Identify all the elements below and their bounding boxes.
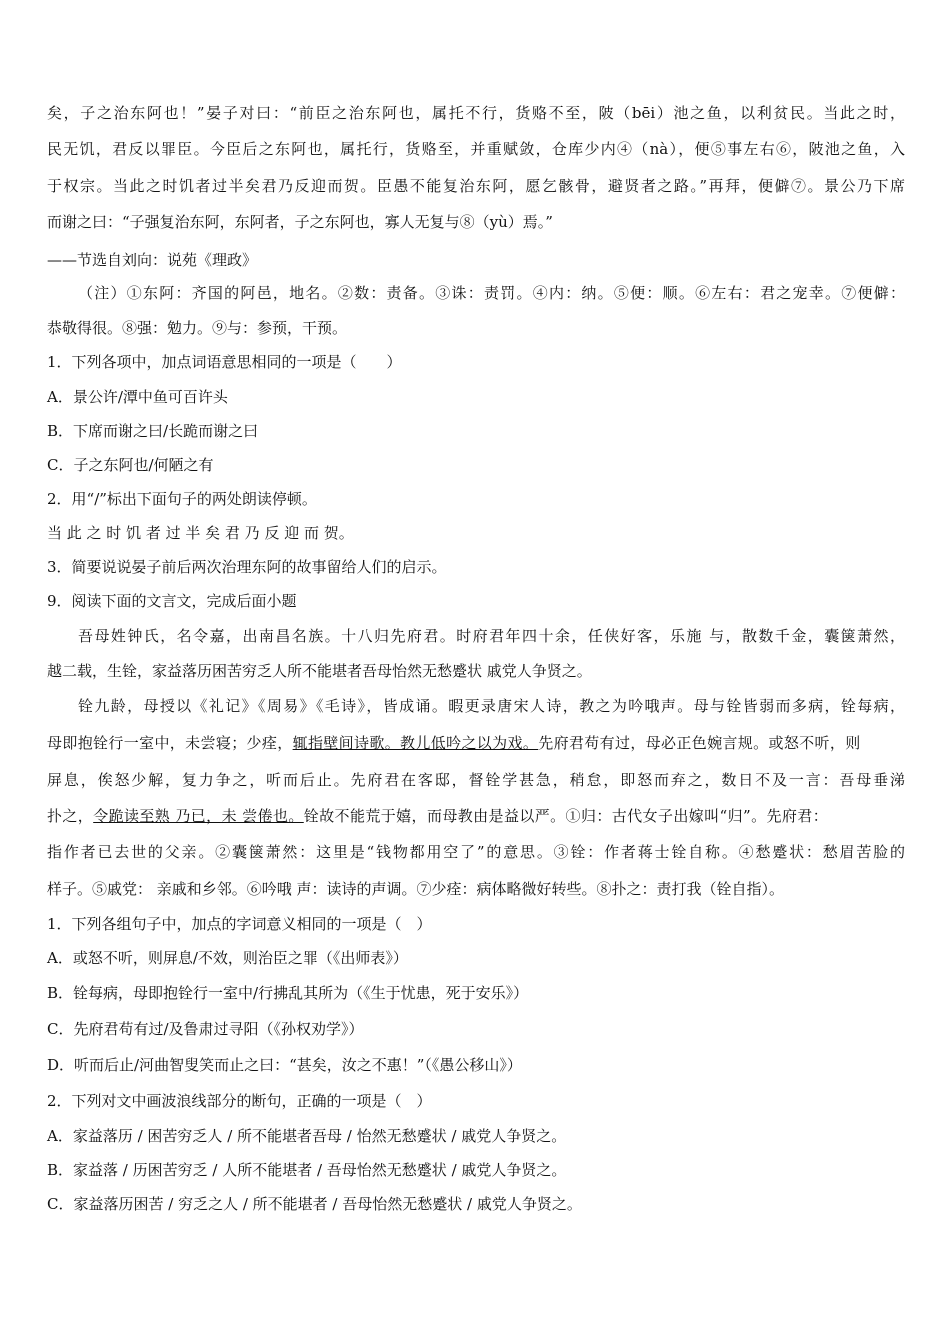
option: A．景公许/潭中鱼可百许头	[47, 388, 228, 406]
text-segment: 母即抱铨行一室中，未尝寝；少痊，	[47, 734, 293, 752]
option: B．铨每病，母即抱铨行一室中/行拂乱其所为（《生于忧患，死于安乐》）	[47, 984, 529, 1002]
text-line: 于权宗。当此之时饥者过半矣君乃反迎而贺。臣愚不能复治东阿，愿乞骸骨，避贤者之路。”再拜，便僻⑦。景公乃下席	[47, 177, 905, 195]
text-line: 吾母姓钟氏，名令嘉，出南昌名族。十八归先府君。时府君年四十余，任侠好客，乐施 与，散数千金，囊箧萧然，	[78, 627, 905, 645]
underlined-segment: 辄指壁间诗歌。教儿低吟之以为戏。	[292, 734, 539, 752]
text-line: 而谢之曰：“子强复治东阿，东阿者，子之东阿也，寡人无复与⑧（yù）焉。”	[47, 213, 553, 231]
option: B．下席而谢之曰/长跪而谢之曰	[47, 422, 259, 440]
text-line: 铨九龄，母授以《礼记》《周易》《毛诗》，皆成诵。暇更录唐宋人诗，教之为吟哦声。母与铨皆弱而多病，铨每病，	[78, 697, 905, 715]
option: A．家益落历 / 困苦穷乏人 / 所不能堪者吾母 / 怡然无愁蹙状 / 戚党人争贤之。	[47, 1127, 567, 1145]
sentence-to-mark: 当 此 之 时 饥 者 过 半 矣 君 乃 反 迎 而 贺。	[47, 524, 354, 542]
question: 2．下列对文中画波浪线部分的断句，正确的一项是（ ）	[47, 1092, 432, 1110]
text-line: 矣，子之治东阿也！”晏子对曰：“前臣之治东阿也，属托不行，货赂不至，陂（bēi）池之鱼，以利贫民。当此之时，	[47, 104, 905, 122]
text-line: 样子。⑤戚党： 亲戚和乡邻。⑥吟哦 声：读诗的声调。⑦少痊：病体略微好转些。⑧扑之：责打我（铨自指）。	[47, 880, 785, 898]
text-line	[47, 733, 905, 753]
question: 1．下列各组句子中，加点的字词意义相同的一项是（ ）	[47, 915, 432, 933]
text-line: 民无饥，君反以罪臣。今臣后之东阿也，属托行，货赂至，并重赋敛，仓库少内④（nà），便⑤事左右⑥，陂池之鱼，入	[47, 140, 905, 158]
text-line: 指作者已去世的父亲。②囊箧萧然：这里是“钱物都用空了”的意思。③铨：作者蒋士铨自称。④愁蹙状：愁眉苦脸的	[47, 843, 905, 861]
notes-line: （注）①东阿：齐国的阿邑，地名。②数：责备。③诛：责罚。④内：纳。⑤便：顺。⑥左右：君之宠幸。⑦便僻：	[78, 284, 905, 302]
option: A．或怒不听，则屏息/不效，则治臣之罪（《出师表》）	[47, 949, 408, 967]
text-segment: 铨故不能荒于嬉，而母教由是益以严。①归：古代女子出嫁叫“归”。先府君：	[303, 807, 829, 825]
option: D．听而后止/河曲智叟笑而止之曰：“甚矣，汝之不惠！”（《愚公移山》）	[47, 1056, 522, 1074]
notes-line: 恭敬得很。⑧强：勉力。⑨与：参预，干预。	[47, 319, 348, 337]
text-segment: 先府君苟有过，母必正色婉言规。或怒不听，则	[538, 734, 861, 752]
option: B．家益落 / 历困苦穷乏 / 人所不能堪者 / 吾母怡然无愁蹙状 / 戚党人争贤之。	[47, 1161, 567, 1179]
option: C．先府君苟有过/及鲁肃过寻阳（《孙权劝学》）	[47, 1020, 364, 1038]
text-segment: 扑之，	[47, 807, 94, 825]
text-line	[47, 806, 905, 826]
question: 2．用“/”标出下面句子的两处朗读停顿。	[47, 490, 317, 508]
question: 3．简要说说晏子前后两次治理东阿的故事留给人们的启示。	[47, 558, 447, 576]
source-citation: ——节选自刘向：说苑《理政》	[47, 251, 258, 269]
question: 1．下列各项中，加点词语意思相同的一项是（ ）	[47, 353, 402, 371]
option: C．子之东阿也/何陋之有	[47, 456, 214, 474]
text-line: 屏息，俟怒少解，复力争之，听而后止。先府君在客邸，督铨学甚急，稍怠，即怒而弃之，数日不及一言：吾母垂涕	[47, 771, 905, 789]
section-heading: 9．阅读下面的文言文，完成后面小题	[47, 592, 297, 610]
underlined-segment: 令跪读至熟 乃已，未 尝倦也。	[93, 807, 304, 825]
option: C．家益落历困苦 / 穷乏之人 / 所不能堪者 / 吾母怡然无愁蹙状 / 戚党人争贤之。	[47, 1195, 582, 1213]
text-line: 越二载，生铨，家益落历困苦穷乏人所不能堪者吾母怡然无愁蹙状 戚党人争贤之。	[47, 662, 592, 680]
